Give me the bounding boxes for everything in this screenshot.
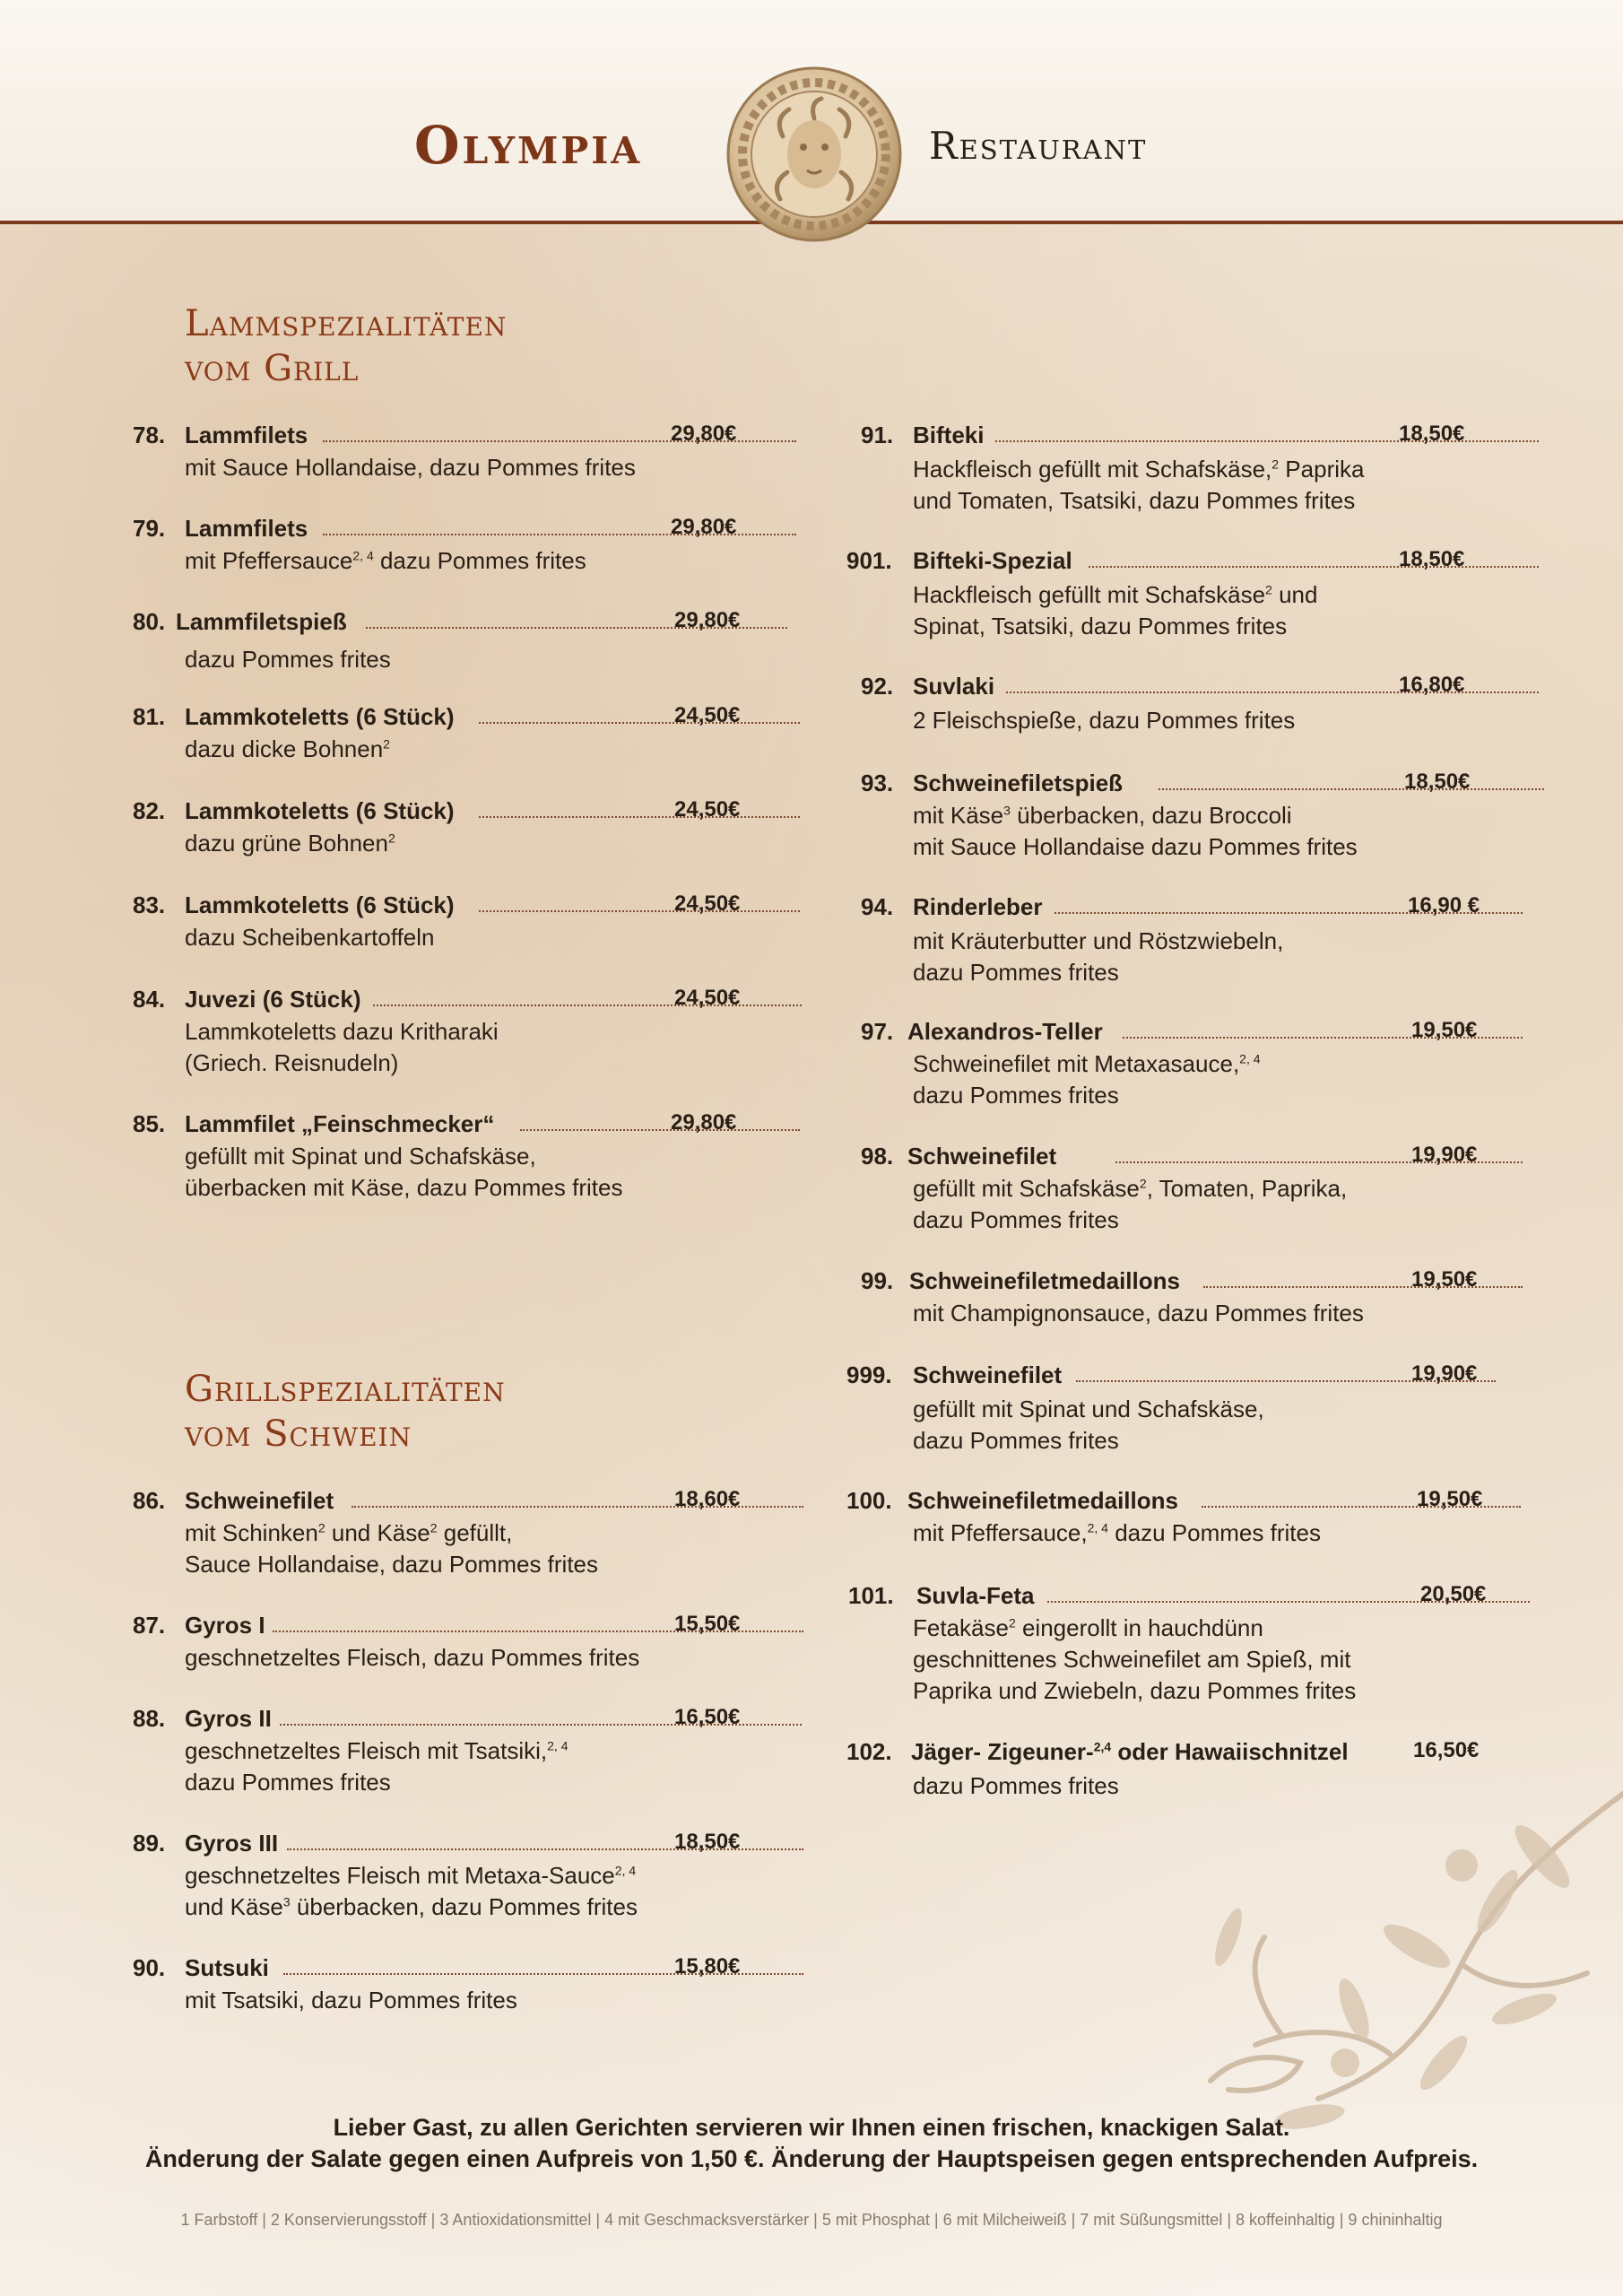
item-name: Gyros I [185,1612,265,1639]
item-name: Gyros II [185,1705,272,1732]
item-number: 999. [846,1361,892,1388]
item-price: 19,90€ [1411,1361,1478,1386]
desc-text: Paprika [1279,456,1365,483]
item-name: Schweinefilet [907,1143,1057,1170]
item-description: Sauce Hollandaise, dazu Pommes frites [185,1551,599,1578]
section-title-line: Lammspezialitäten [185,303,508,344]
item-name: Lammfilets [185,422,308,448]
desc-text: Hackfleisch gefüllt mit Schafskäse [913,581,1266,608]
item-description: (Griech. Reisnudeln) [185,1049,399,1076]
item-description: dazu Pommes frites [913,1772,1119,1799]
menu-item-97 [859,1018,1496,1109]
item-name: Schweinefiletmedaillons [907,1487,1178,1514]
dot-leader [1159,788,1544,790]
item-description [913,1173,1347,1205]
desc-text: und [1271,581,1318,608]
item-description: Paprika und Zwiebeln, dazu Pommes frites [913,1677,1357,1704]
desc-text: und Käse [185,1893,283,1920]
item-number: 89. [133,1830,166,1857]
desc-text: Fetakäse [913,1614,1009,1641]
allergen-superscript: 3 [282,1894,291,1909]
item-name: Juvezi (6 Stück) [185,986,361,1013]
desc-text: Schweinefilet mit Metaxasauce, [913,1050,1240,1077]
item-name: Schweinefiletspieß [913,770,1124,796]
item-price: 16,90 € [1408,893,1480,918]
item-number: 901. [846,547,892,574]
item-description: geschnittenes Schweinefilet am Spieß, mit [913,1646,1351,1673]
allergen-superscript: 2 [1139,1176,1147,1191]
allergen-superscript: 2, 4 [547,1738,568,1753]
item-number: 99. [861,1267,894,1294]
allergen-superscript: 2 [317,1520,325,1535]
item-name: Lammfilet „Feinschmecker“ [185,1110,495,1137]
menu-item-80 [133,608,751,673]
item-description: mit Tsatsiki, dazu Pommes frites [185,1987,517,2013]
item-description [185,734,390,765]
item-name: Rinderleber [913,893,1043,920]
item-description: mit Sauce Hollandaise, dazu Pommes frites [185,454,636,481]
item-number: 79. [133,515,166,542]
item-price: 19,50€ [1411,1018,1478,1042]
item-description: dazu Pommes frites [913,1206,1119,1233]
item-price: 24,50€ [674,703,741,727]
allergen-superscript: 2, 4 [1087,1520,1108,1535]
menu-item-94 [859,893,1496,986]
item-number: 85. [133,1110,166,1137]
item-name: Schweinefilet [913,1361,1063,1388]
brand-name: Olympia [414,115,643,176]
item-description [913,454,1364,485]
item-description: gefüllt mit Spinat und Schafskäse, [913,1396,1264,1422]
desc-text: Hackfleisch gefüllt mit Schafskäse, [913,456,1272,483]
item-price: 24,50€ [674,891,741,916]
allergen-superscript: 2 [1265,582,1272,597]
desc-text: mit Käse [913,802,1004,829]
item-price: 16,50€ [1413,1738,1480,1762]
item-name: Schweinefilet [185,1487,334,1514]
item-price: 18,50€ [1399,547,1465,571]
item-description [185,1735,568,1767]
menu-item-88 [133,1705,751,1796]
item-number: 88. [133,1705,166,1732]
price-change-note: Änderung der Salate gegen einen Aufpreis von 1,50 €. Änderung der Hauptspeisen gegen entsprechenden Aufpreis. [144,2145,1479,2172]
item-number: 84. [133,986,166,1013]
item-name: Lammfiletspieß [176,608,347,635]
desc-text: geschnetzeltes Fleisch mit Metaxa-Sauce [185,1862,615,1889]
item-description [913,579,1317,611]
item-number: 100. [846,1487,892,1514]
item-description [185,1892,638,1923]
item-description [185,1518,512,1549]
desc-text: überbacken, dazu Pommes frites [290,1893,638,1920]
menu-item-101 [848,1582,1501,1704]
menu-item-78 [133,422,751,481]
allergen-superscript: 3 [1003,803,1011,818]
allergen-superscript: 2, 4 [614,1863,637,1878]
item-number: 87. [133,1612,166,1639]
item-number: 82. [133,797,166,824]
desc-text: geschnetzeltes Fleisch mit Tsatsiki, [185,1737,548,1764]
item-description [913,1613,1263,1644]
section-title-pork [185,1367,506,1457]
item-description: und Tomaten, Tsatsiki, dazu Pommes frites [913,487,1356,514]
desc-text: dazu dicke Bohnen [185,735,384,762]
dot-leader [479,722,800,724]
item-price: 16,80€ [1399,673,1465,697]
item-name: Gyros III [185,1830,279,1857]
item-number: 83. [133,891,166,918]
desc-text: mit Pfeffersauce, [913,1519,1088,1546]
item-description [913,1518,1321,1549]
menu-item-81 [133,703,751,762]
item-number: 80. [133,608,166,635]
item-description: dazu Scheibenkartoffeln [185,924,435,951]
allergen-superscript: 2,4 [1093,1739,1112,1754]
menu-item-82 [133,797,751,857]
brand-subtitle: Restaurant [929,124,1148,168]
menu-item-84 [133,986,751,1076]
allergen-legend: 1 Farbstoff | 2 Konservierungsstoff | 3 Antioxidationsmittel | 4 mit Geschmacksverstärker | 5 mit Phosphat | 6 mit Milcheiweiß | 7 mit Süßungsmittel | 8 koffeinhaltig | 9 chininhaltig [180,2211,1443,2229]
item-number: 92. [861,673,894,700]
item-name: Suvla-Feta [916,1582,1035,1609]
dot-leader [1089,566,1539,568]
desc-text: gefüllt, [437,1519,513,1546]
dot-leader [520,1129,800,1131]
section-title-line: vom Schwein [185,1413,412,1455]
item-price: 15,50€ [674,1612,741,1636]
item-description [185,545,586,577]
allergen-superscript: 2 [1271,457,1280,472]
allergen-superscript: 2 [383,736,390,752]
item-description: dazu Pommes frites [913,1427,1119,1454]
section-title-line: vom Grill [185,348,360,389]
item-description: gefüllt mit Spinat und Schafskäse, [185,1143,536,1170]
section-title-line: Grillspezialitäten [185,1369,506,1410]
item-number: 81. [133,703,166,730]
item-price: 29,80€ [671,422,737,446]
desc-text: mit Pfeffersauce [185,547,353,574]
item-price: 19,50€ [1411,1267,1478,1292]
item-name: Sutsuki [185,1954,269,1981]
allergen-superscript: 2, 4 [352,548,374,563]
dot-leader [479,816,800,818]
menu-item-86 [133,1487,751,1578]
item-description: geschnetzeltes Fleisch, dazu Pommes frites [185,1644,640,1671]
item-description [913,1048,1261,1080]
item-description: Lammkoteletts dazu Kritharaki [185,1018,499,1045]
item-description: dazu Pommes frites [913,1082,1119,1109]
desc-text: , Tomaten, Paprika, [1146,1175,1348,1202]
item-price: 24,50€ [674,986,741,1010]
item-description [913,800,1292,831]
item-description: mit Sauce Hollandaise dazu Pommes frites [913,833,1358,860]
item-price: 16,50€ [674,1705,741,1729]
item-number: 98. [861,1143,894,1170]
allergen-superscript: 2 [387,831,395,846]
item-number: 94. [861,893,894,920]
item-name: Suvlaki [913,673,995,700]
item-price: 20,50€ [1420,1582,1487,1606]
item-price: 18,60€ [674,1487,741,1511]
menu-item-999 [846,1361,1496,1454]
item-price: 19,90€ [1411,1143,1478,1167]
item-number: 93. [861,770,894,796]
name-text: oder Hawaiischnitzel [1111,1738,1349,1765]
item-name: Lammkoteletts (6 Stück) [185,703,455,730]
item-price: 18,50€ [1404,770,1471,794]
item-description: mit Champignonsauce, dazu Pommes frites [913,1300,1364,1326]
item-price: 29,80€ [674,608,741,632]
item-price: 15,80€ [674,1954,741,1979]
item-number: 97. [861,1018,894,1045]
menu-item-98 [859,1143,1496,1233]
item-number: 102. [846,1738,892,1765]
desc-text: überbacken, dazu Broccoli [1010,802,1292,829]
allergen-superscript: 2, 4 [1239,1051,1261,1066]
name-text: Jäger- Zigeuner- [911,1738,1094,1765]
desc-text: dazu Pommes frites [1107,1519,1321,1546]
menu-item-85 [133,1110,751,1201]
item-price: 29,80€ [671,515,737,539]
dot-leader [479,910,800,912]
item-description: mit Kräuterbutter und Röstzwiebeln, [913,927,1284,954]
item-description: dazu Pommes frites [913,959,1119,986]
item-price: 18,50€ [1399,422,1465,446]
menu-item-89 [133,1830,751,1920]
menu-item-90 [133,1954,751,2013]
menu-item-92 [859,673,1487,734]
item-name: Lammkoteletts (6 Stück) [185,797,455,824]
item-name: Lammfilets [185,515,308,542]
menu-item-901 [846,547,1487,639]
item-description: 2 Fleischspieße, dazu Pommes frites [913,707,1296,734]
item-price: 19,50€ [1417,1487,1483,1511]
item-number: 101. [848,1582,894,1609]
menu-item-99 [859,1267,1496,1326]
item-number: 78. [133,422,166,448]
item-name: Schweinefiletmedaillons [909,1267,1180,1294]
desc-text: eingerollt in hauchdünn [1015,1614,1263,1641]
medusa-medallion-logo [725,65,904,244]
menu-item-87 [133,1612,751,1671]
item-name: Alexandros-Teller [907,1018,1103,1045]
item-description: dazu Pommes frites [185,1769,391,1796]
item-description [185,828,395,859]
item-number: 90. [133,1954,166,1981]
section-title-lamb [185,301,507,391]
item-number: 91. [861,422,894,448]
item-description: dazu Pommes frites [185,646,391,673]
item-price: 24,50€ [674,797,741,822]
salad-note: Lieber Gast, zu allen Gerichten servieren wir Ihnen einen frischen, knackigen Salat. [333,2114,1290,2141]
menu-item-93 [859,770,1487,860]
item-name: Bifteki [913,422,985,448]
allergen-superscript: 2 [430,1520,438,1535]
desc-text: und Käse [325,1519,430,1546]
menu-item-91 [859,422,1487,514]
desc-text: mit Schinken [185,1519,318,1546]
allergen-superscript: 2 [1008,1615,1016,1631]
item-description [185,1860,636,1892]
desc-text: dazu grüne Bohnen [185,830,388,857]
desc-text: dazu Pommes frites [373,547,586,574]
item-number: 86. [133,1487,166,1514]
item-description: überbacken mit Käse, dazu Pommes frites [185,1174,623,1201]
item-name: Bifteki-Spezial [913,547,1072,574]
item-price: 18,50€ [674,1830,741,1854]
menu-item-83 [133,891,751,951]
desc-text: gefüllt mit Schafskäse [913,1175,1140,1202]
menu-item-100 [846,1487,1499,1546]
menu-item-79 [133,515,751,574]
item-name: Lammkoteletts (6 Stück) [185,891,455,918]
item-price: 29,80€ [671,1110,737,1135]
item-description: Spinat, Tsatsiki, dazu Pommes frites [913,613,1288,639]
